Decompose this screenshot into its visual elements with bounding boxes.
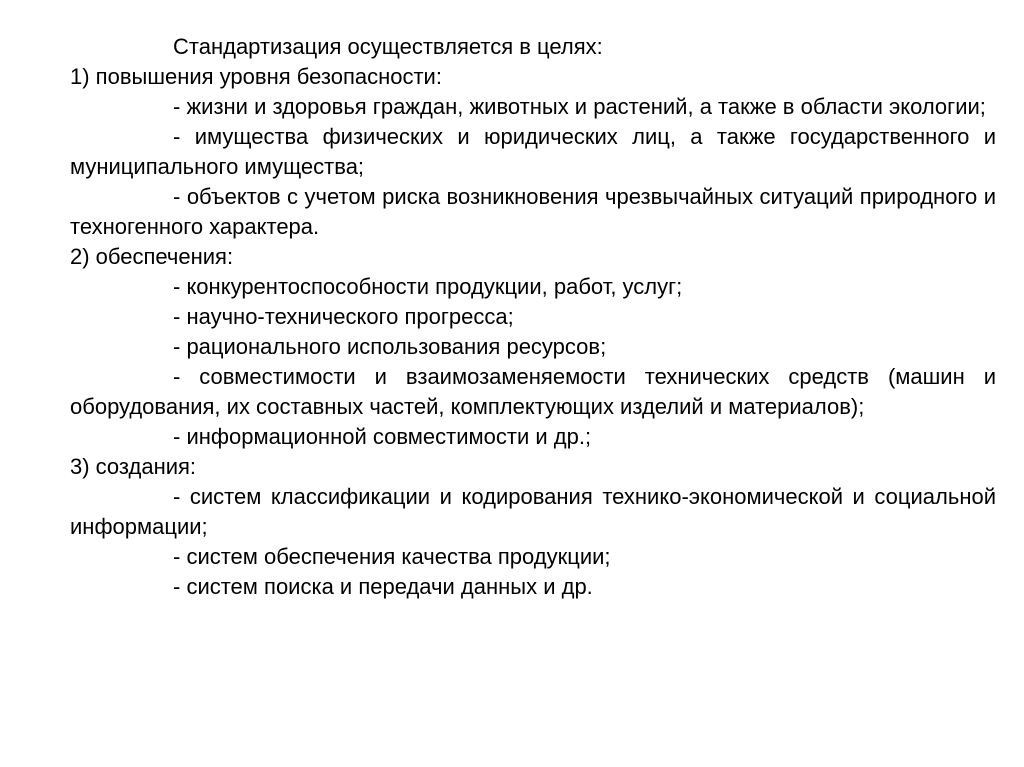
section-1-item: - объектов с учетом риска возникновения чрезвычайных ситуаций природного и техногенного характера. [70, 184, 996, 239]
section-2-heading: 2) обеспечения: [70, 244, 234, 269]
section-2-item: - конкурентоспособности продукции, работ, услуг; [173, 274, 683, 299]
section-2-item: - рационального использования ресурсов; [173, 334, 607, 359]
section-3-item: - систем классификации и кодирования технико-экономической и социальной информации; [70, 484, 996, 539]
section-2-item: - научно-технического прогресса; [173, 304, 514, 329]
intro-line: Стандартизация осуществляется в целях: [173, 34, 603, 59]
section-3-heading: 3) создания: [70, 454, 197, 479]
section-1-heading: 1) повышения уровня безопасности: [70, 64, 442, 89]
document-body [70, 32, 996, 602]
section-1-item: - имущества физических и юридических лиц, а также государственного и муниципального имущества; [70, 124, 996, 179]
section-2-item: - совместимости и взаимозаменяемости технических средств (машин и оборудования, их составных частей, комплектующих изделий и материалов); [70, 364, 996, 419]
section-3-item: - систем обеспечения качества продукции; [173, 544, 611, 569]
section-3-item: - систем поиска и передачи данных и др. [173, 574, 593, 599]
section-2-item: - информационной совместимости и др.; [173, 424, 592, 449]
section-1-item: - жизни и здоровья граждан, животных и растений, а также в области экологии; [173, 94, 986, 119]
